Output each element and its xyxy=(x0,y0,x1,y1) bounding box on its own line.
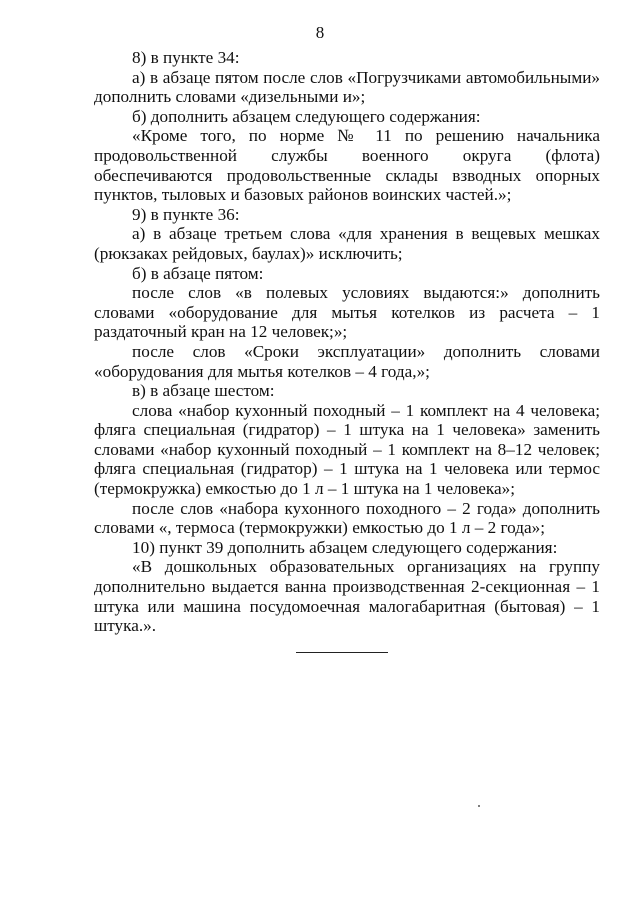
paragraph-9a: а) в абзаце третьем слова «для хранения в вещевых мешках (рюкзаках рейдовых, баулах)» исключить; xyxy=(94,224,600,263)
paragraph-9b-first: после слов «в полевых условиях выдаются:» дополнить словами «оборудование для мытья котелков из расчета – 1 раздаточный кран на 12 человек;»; xyxy=(94,283,600,342)
paragraph-9b-second: после слов «Сроки эксплуатации» дополнить словами «оборудования для мытья котелков – 4 года,»; xyxy=(94,341,600,381)
paragraph-item-9-heading: 9) в пункте 36: xyxy=(132,204,240,224)
document-body xyxy=(94,48,600,636)
paragraph-8b: б) дополнить абзацем следующего содержания: xyxy=(132,106,481,126)
paragraph-item-8-heading: 8) в пункте 34: xyxy=(132,48,240,67)
page-number: 8 xyxy=(315,23,325,42)
paragraph-item-10-heading: 10) пункт 39 дополнить абзацем следующего содержания: xyxy=(132,537,558,557)
paragraph-9b: б) в абзаце пятом: xyxy=(132,263,264,283)
scan-speck xyxy=(478,805,480,807)
paragraph-8b-quote: «Кроме того, по норме № 11 по решению начальника продовольственной службы военного округа (флота) обеспечиваются продовольственные склады взводных опорных пунктов, тыловых и базовых районов воинских частей.»; xyxy=(94,126,600,205)
paragraph-10-quote: «В дошкольных образовательных организациях на группу дополнительно выдается ванна производственная 2-секционная – 1 штука или машина посудомоечная малогабаритная (бытовая) – 1 штука.». xyxy=(94,557,600,636)
paragraph-9c-second: после слов «набора кухонного походного – 2 года» дополнить словами «, термоса (термокружки) емкостью до 1 л – 2 года»; xyxy=(94,498,600,538)
paragraph-9c-first: слова «набор кухонный походный – 1 комплект на 4 человека; фляга специальная (гидратор) – 1 штука на 1 человека» заменить словами «набор кухонный походный – 1 комплект на 8–12 человек; фляга специальная (гидратор) – 1 штука на 1 человека или термос (термокружка) емкостью до 1 л – 1 штука на 1 человека»; xyxy=(94,400,600,499)
paragraph-8a: а) в абзаце пятом после слов «Погрузчиками автомобильными» дополнить словами «дизельными и»; xyxy=(94,67,600,107)
paragraph-9c: в) в абзаце шестом: xyxy=(132,381,275,401)
closing-divider xyxy=(296,652,388,653)
